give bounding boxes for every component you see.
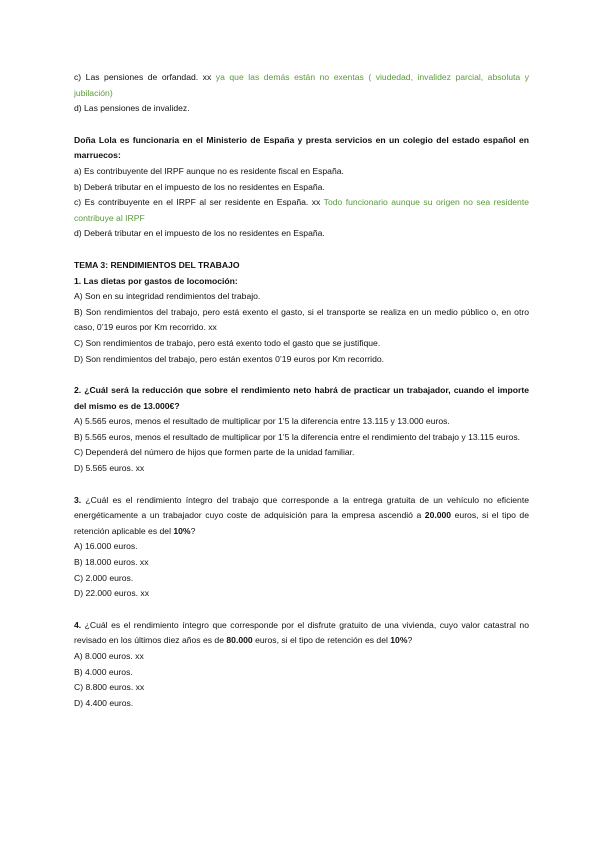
q1-option-d: D) Son rendimientos del trabajo, pero están exentos 0’19 euros por Km recorrido. xyxy=(74,353,385,364)
q3-option-b: B) 18.000 euros. xx xyxy=(74,557,149,568)
pension-note: ya que las demás están no exentas ( viudedad, invalidez parcial, absoluta y jubilación) xyxy=(74,72,529,98)
q4-question: 4. ¿Cuál es el rendimiento íntegro que corresponde por el disfrute gratuito de una vivienda, cuyo valor catastral no revisado en los últimos diez años es de 80.000 euros, si el tipo de retención es del 10%? xyxy=(74,619,529,646)
q3-option-a: A) 16.000 euros. xyxy=(74,541,138,552)
q2-option-a: A) 5.565 euros, menos el resultado de multiplicar por 1’5 la diferencia entre 13.115 y 13.000 euros. xyxy=(74,416,450,427)
q3-question: 3. ¿Cuál es el rendimiento íntegro del trabajo que corresponde a la entrega gratuita de un vehículo no eficiente energéticamente a un trabajador cuyo coste de adquisición para la empresa ascendió a 20.000 euros, si el tipo de retención aplicable es del 10%? xyxy=(74,494,529,536)
q3-option-c: C) 2.000 euros. xyxy=(74,572,134,583)
q1-option-b: B) Son rendimientos del trabajo, pero está exento el gasto, si el transporte se realiza en un medio público o, en otro caso, 0’19 euros por Km recorrido. xx xyxy=(74,306,529,333)
q4-option-a: A) 8.000 euros. xx xyxy=(74,651,144,661)
lola-question: Doña Lola es funcionaria en el Ministerio de España y presta servicios en un colegio del estado español en marruecos: xyxy=(74,134,529,161)
document-page xyxy=(74,70,529,711)
pension-option-c: c) Las pensiones de orfandad. xx ya que las demás están no exentas ( viudedad, invalidez parcial, absoluta y jubilación) xyxy=(74,72,529,98)
q2-option-c: C) Dependerá del número de hijos que formen parte de la unidad familiar. xyxy=(74,447,355,458)
q2-question: 2. ¿Cuál será la reducción que sobre el rendimiento neto habrá de practicar un trabajador, cuando el importe del mismo es de 13.000€? xyxy=(74,385,529,411)
lola-note: Todo funcionario aunque su origen no sea residente contribuye al IRPF xyxy=(74,197,529,223)
q4-option-c: C) 8.800 euros. xx xyxy=(74,682,145,693)
lola-option-b: b) Deberá tributar en el impuesto de los no residentes en España. xyxy=(74,181,325,192)
lola-option-d: d) Deberá tributar en el impuesto de los no residentes en España. xyxy=(74,228,325,239)
q1-option-a: A) Son en su integridad rendimientos del trabajo. xyxy=(74,291,261,302)
lola-option-c: c) Es contribuyente en el IRPF al ser residente en España. xx Todo funcionario aunque su origen no sea residente contribuye al IRPF xyxy=(74,197,529,223)
q2-option-b: B) 5.565 euros, menos el resultado de multiplicar por 1’5 la diferencia entre el rendimiento del trabajo y 13.115 euros. xyxy=(74,431,521,442)
q1-option-c: C) Son rendimientos de trabajo, pero está exento todo el gasto que se justifique. xyxy=(74,337,381,348)
q1-question: 1. Las dietas por gastos de locomoción: xyxy=(74,275,238,286)
q3-option-d: D) 22.000 euros. xx xyxy=(74,588,149,599)
tema3-heading: TEMA 3: RENDIMIENTOS DEL TRABAJO xyxy=(74,259,240,270)
q4-option-d: D) 4.400 euros. xyxy=(74,697,134,708)
q4-option-b: B) 4.000 euros. xyxy=(74,666,133,677)
q2-option-d: D) 5.565 euros. xx xyxy=(74,463,145,474)
pension-option-d: d) Las pensiones de invalidez. xyxy=(74,103,190,114)
lola-option-a: a) Es contribuyente del IRPF aunque no es residente fiscal en España. xyxy=(74,165,344,176)
